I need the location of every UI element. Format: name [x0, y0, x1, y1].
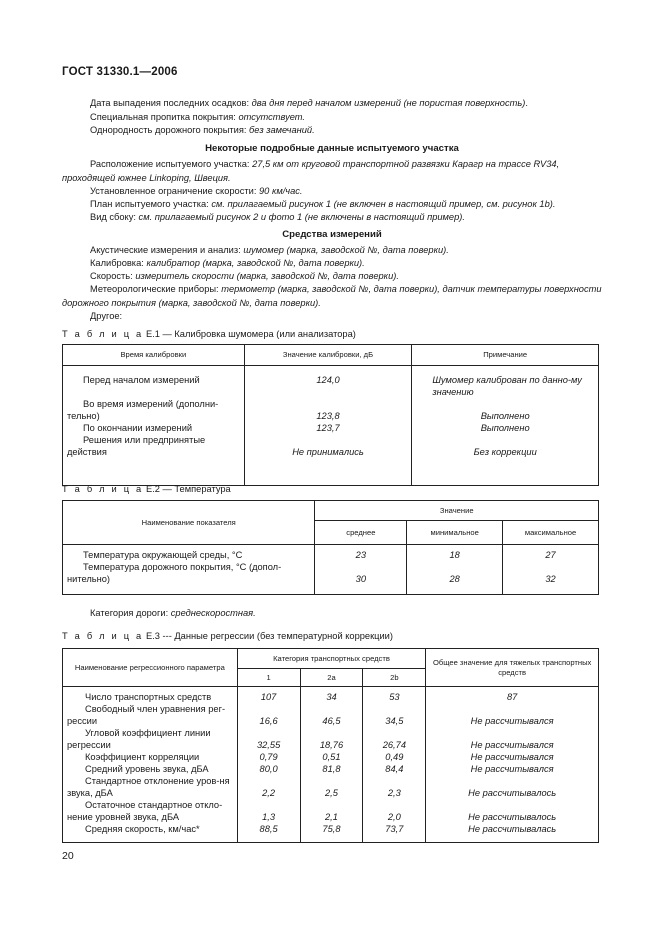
table3-subheader-2a: 2a	[300, 669, 363, 687]
table3-subheader-2b: 2b	[363, 669, 426, 687]
intro-uniformity: Однородность дорожного покрытия: без замечаний.	[90, 125, 315, 135]
table1-note-cell: Выполнено	[480, 423, 530, 433]
table1-note-cell: Шумомер калиброван по данно-му значению	[432, 375, 582, 398]
table1-time-cell: Во время измерений (дополни-тельно)	[67, 399, 219, 422]
table2-subheader-min: минимальное	[407, 521, 503, 545]
table1-value-cell: 123,7	[316, 423, 340, 433]
table1-note-cell: Без коррекции	[473, 447, 537, 457]
instrument-other: Другое:	[90, 311, 123, 321]
table3-c2b-cell: 34,5	[385, 716, 404, 726]
table3-caption: Т а б л и ц а Е.3 --- Данные регрессии (без температурной коррекции)	[62, 631, 393, 641]
table2-name-cell: Температура дорожного покрытия, °С (допол-нительно)	[67, 562, 282, 585]
table1-header-note: Примечание	[412, 345, 599, 366]
table1-time-cell: Перед началом измерений	[83, 375, 200, 385]
intro-precipitation: Дата выпадения последних осадков: два дня перед началом измерений (не пористая поверхность).	[90, 98, 528, 108]
table2-col-name	[63, 545, 315, 595]
table3-name-cell: Остаточное стандартное откло-нение уровней звука, дБА	[67, 800, 223, 823]
table3-col-name	[63, 687, 238, 843]
table3-subheader-1: 1	[237, 669, 300, 687]
table3-c2a-cell: 46,5	[322, 716, 341, 726]
table1-value-cell: 124,0	[316, 375, 340, 385]
section-title-test-site: Некоторые подробные данные испытуемого участка	[205, 143, 459, 154]
table2-subheader-max: максимальное	[503, 521, 599, 545]
table2-name-cell: Температура окружающей среды, °С	[83, 550, 243, 560]
table3-c2a-cell: 18,76	[319, 740, 344, 750]
table3-c2a-cell: 75,8	[322, 824, 341, 834]
table3-heavy-cell: Не рассчитывалась	[468, 824, 557, 834]
table3-c2a-cell: 34	[326, 692, 337, 702]
site-speed-limit: Установленное ограничение скорости: 90 км/час.	[90, 186, 303, 196]
table2-col-min	[407, 545, 503, 595]
table1-value-cell: 123,8	[316, 411, 340, 421]
site-side-view: Вид сбоку: см. прилагаемый рисунок 2 и фото 1 (не включены в настоящий пример).	[90, 212, 465, 222]
table3-c1-cell: 32,55	[256, 740, 281, 750]
table3-c2a-cell: 81,8	[322, 764, 341, 774]
intro-impregnation: Специальная пропитка покрытия: отсутствует.	[90, 112, 306, 122]
table1-header-time: Время калибровки	[63, 345, 245, 366]
table-calibration	[62, 344, 599, 486]
table2-caption: Т а б л и ц а Е.2 — Температура	[62, 484, 231, 494]
table1-value-cell: Не принимались	[292, 447, 364, 457]
road-category: Категория дороги: среднескоростная.	[90, 608, 256, 618]
table1-time-cell: По окончании измерений	[83, 423, 193, 433]
table1-caption: Т а б л и ц а Е.1 — Калибровка шумомера (или анализатора)	[62, 329, 356, 339]
page-number: 20	[62, 850, 74, 862]
table3-c2a-cell: 2,5	[325, 788, 338, 798]
table3-name-cell: Угловой коэффициент линии регрессии	[67, 728, 211, 751]
instrument-acoustic: Акустические измерения и анализ: шумомер (марка, заводской №, дата поверки).	[90, 245, 449, 255]
table3-col-heavy	[426, 687, 599, 843]
table3-c2b-cell: 53	[389, 692, 400, 702]
table3-heavy-cell: Не рассчитывался	[470, 752, 554, 762]
table3-name-cell: Средний уровень звука, дБА	[85, 764, 209, 774]
section-title-instruments: Средства измерений	[282, 229, 382, 240]
site-plan: План испытуемого участка: см. прилагаемый рисунок 1 (не включен в настоящий пример, см. рисунок 1b).	[90, 199, 556, 209]
table2-header-group: Значение	[315, 501, 599, 521]
table2-subheader-avg: среднее	[315, 521, 407, 545]
table-regression	[62, 648, 599, 843]
table2-col-avg	[315, 545, 407, 595]
table3-name-cell: Средняя скорость, км/час*	[85, 824, 200, 834]
table1-header-value: Значение калибровки, дБ	[244, 345, 412, 366]
table2-avg-cell: 30	[355, 574, 367, 584]
instrument-calibration: Калибровка: калибратор (марка, заводской №, дата поверки).	[90, 258, 365, 268]
table3-c2b-cell: 2,3	[387, 788, 401, 798]
table1-col-value	[244, 366, 412, 486]
table3-heavy-cell: 87	[506, 692, 518, 702]
table3-col-2b	[363, 687, 426, 843]
table3-heavy-cell: Не рассчитывался	[470, 764, 554, 774]
table2-max-cell: 27	[545, 550, 556, 560]
table3-c2b-cell: 84,4	[385, 764, 404, 774]
table3-c2b-cell: 73,7	[385, 824, 404, 834]
table1-note-cell: Выполнено	[480, 411, 530, 421]
table3-heavy-cell: Не рассчитывался	[470, 716, 554, 726]
table3-col-2a	[300, 687, 363, 843]
site-location: Расположение испытуемого участка: 27,5 км от круговой транспортной развязки Карагр на трассе RV34, проходящей южнее Linkoping, Швеция.	[62, 159, 560, 183]
table3-c2b-cell: 2,0	[387, 812, 401, 822]
table1-col-note	[412, 366, 599, 486]
table3-c2b-cell: 0,49	[385, 752, 404, 762]
instrument-speed: Скорость: измеритель скорости (марка, заводской №, дата поверки).	[90, 271, 399, 281]
table2-min-cell: 28	[449, 574, 460, 584]
table3-c2a-cell: 2,1	[325, 812, 338, 822]
table3-c2b-cell: 26,74	[382, 740, 406, 750]
table3-header-name: Наименование регрессионного параметра	[63, 649, 238, 687]
table3-header-heavy: Общее значение для тяжелых транспортных средств	[426, 649, 599, 687]
table3-c1-cell: 2,2	[262, 788, 276, 798]
table3-name-cell: Стандартное отклонение уров-ня звука, дБА	[67, 776, 230, 799]
table3-c1-cell: 1,3	[262, 812, 276, 822]
table3-c1-cell: 107	[260, 692, 277, 702]
table2-min-cell: 18	[449, 550, 460, 560]
table3-c1-cell: 88,5	[259, 824, 278, 834]
table3-header-group: Категория транспортных средств	[237, 649, 426, 669]
table3-name-cell: Число транспортных средств	[85, 692, 212, 702]
document-title: ГОСТ 31330.1—2006	[62, 66, 178, 78]
table3-c2a-cell: 0,51	[322, 752, 341, 762]
table3-heavy-cell: Не рассчитывался	[470, 740, 554, 750]
table3-name-cell: Коэффициент корреляции	[85, 752, 200, 762]
table1-col-time	[63, 366, 245, 486]
table-temperature	[62, 500, 599, 595]
table3-heavy-cell: Не рассчитывалось	[468, 812, 557, 822]
table3-c1-cell: 0,79	[259, 752, 278, 762]
table2-header-name: Наименование показателя	[63, 501, 315, 545]
table3-c1-cell: 80,0	[259, 764, 278, 774]
table3-name-cell: Свободный член уравнения рег-рессии	[67, 704, 226, 727]
instrument-meteo: Метеорологические приборы: термометр (марка, заводской №, дата поверки), датчик температуры поверхности дорожного покрытия (марка, заводской №, дата поверки).	[62, 284, 602, 308]
table2-col-max	[503, 545, 599, 595]
table3-heavy-cell: Не рассчитывалось	[468, 788, 557, 798]
table2-avg-cell: 23	[355, 550, 367, 560]
table1-time-cell: Решения или предпринятые действия	[67, 435, 206, 458]
table3-c1-cell: 16,6	[259, 716, 278, 726]
table2-max-cell: 32	[545, 574, 556, 584]
table3-col-1	[237, 687, 300, 843]
